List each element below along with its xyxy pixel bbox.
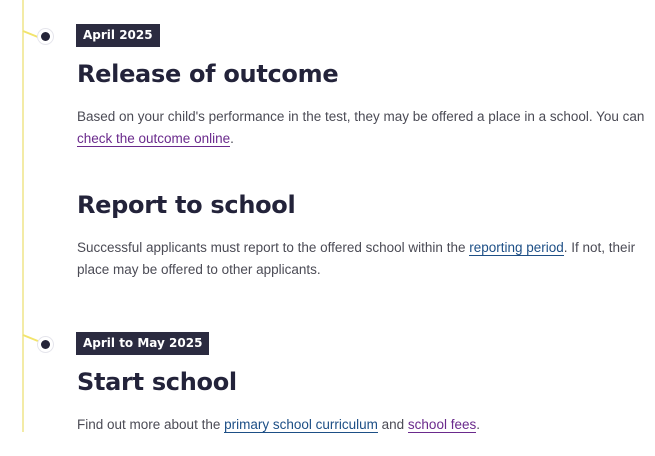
school-fees-link[interactable]: school fees — [407, 417, 477, 432]
section-text-start-school: Find out more about the primary school curriculum and school fees. — [77, 417, 480, 432]
section-heading-release-of-outcome: Release of outcome — [77, 60, 339, 88]
primary-school-curriculum-link[interactable]: primary school curriculum — [224, 417, 378, 432]
section-heading-report-to-school: Report to school — [77, 191, 296, 219]
section-text-report-to-school: Successful applicants must report to the offered school within the reporting period. If not, their place may be offered to other applicants. — [77, 240, 636, 277]
date-badge: April 2025 — [76, 24, 160, 47]
section-text-release-of-outcome: Based on your child's performance in the test, they may be offered a place in a school. You can check the outcome online. — [77, 109, 645, 146]
date-badge: April to May 2025 — [76, 332, 209, 355]
timeline-connector — [23, 30, 40, 39]
timeline-dot — [41, 340, 50, 349]
section-heading-start-school: Start school — [77, 368, 237, 396]
reporting-period-link[interactable]: reporting period — [469, 240, 564, 255]
timeline-line — [22, 0, 24, 432]
timeline-dot — [41, 32, 50, 41]
timeline-connector — [23, 334, 40, 343]
check-outcome-link[interactable]: check the outcome online — [77, 131, 231, 146]
